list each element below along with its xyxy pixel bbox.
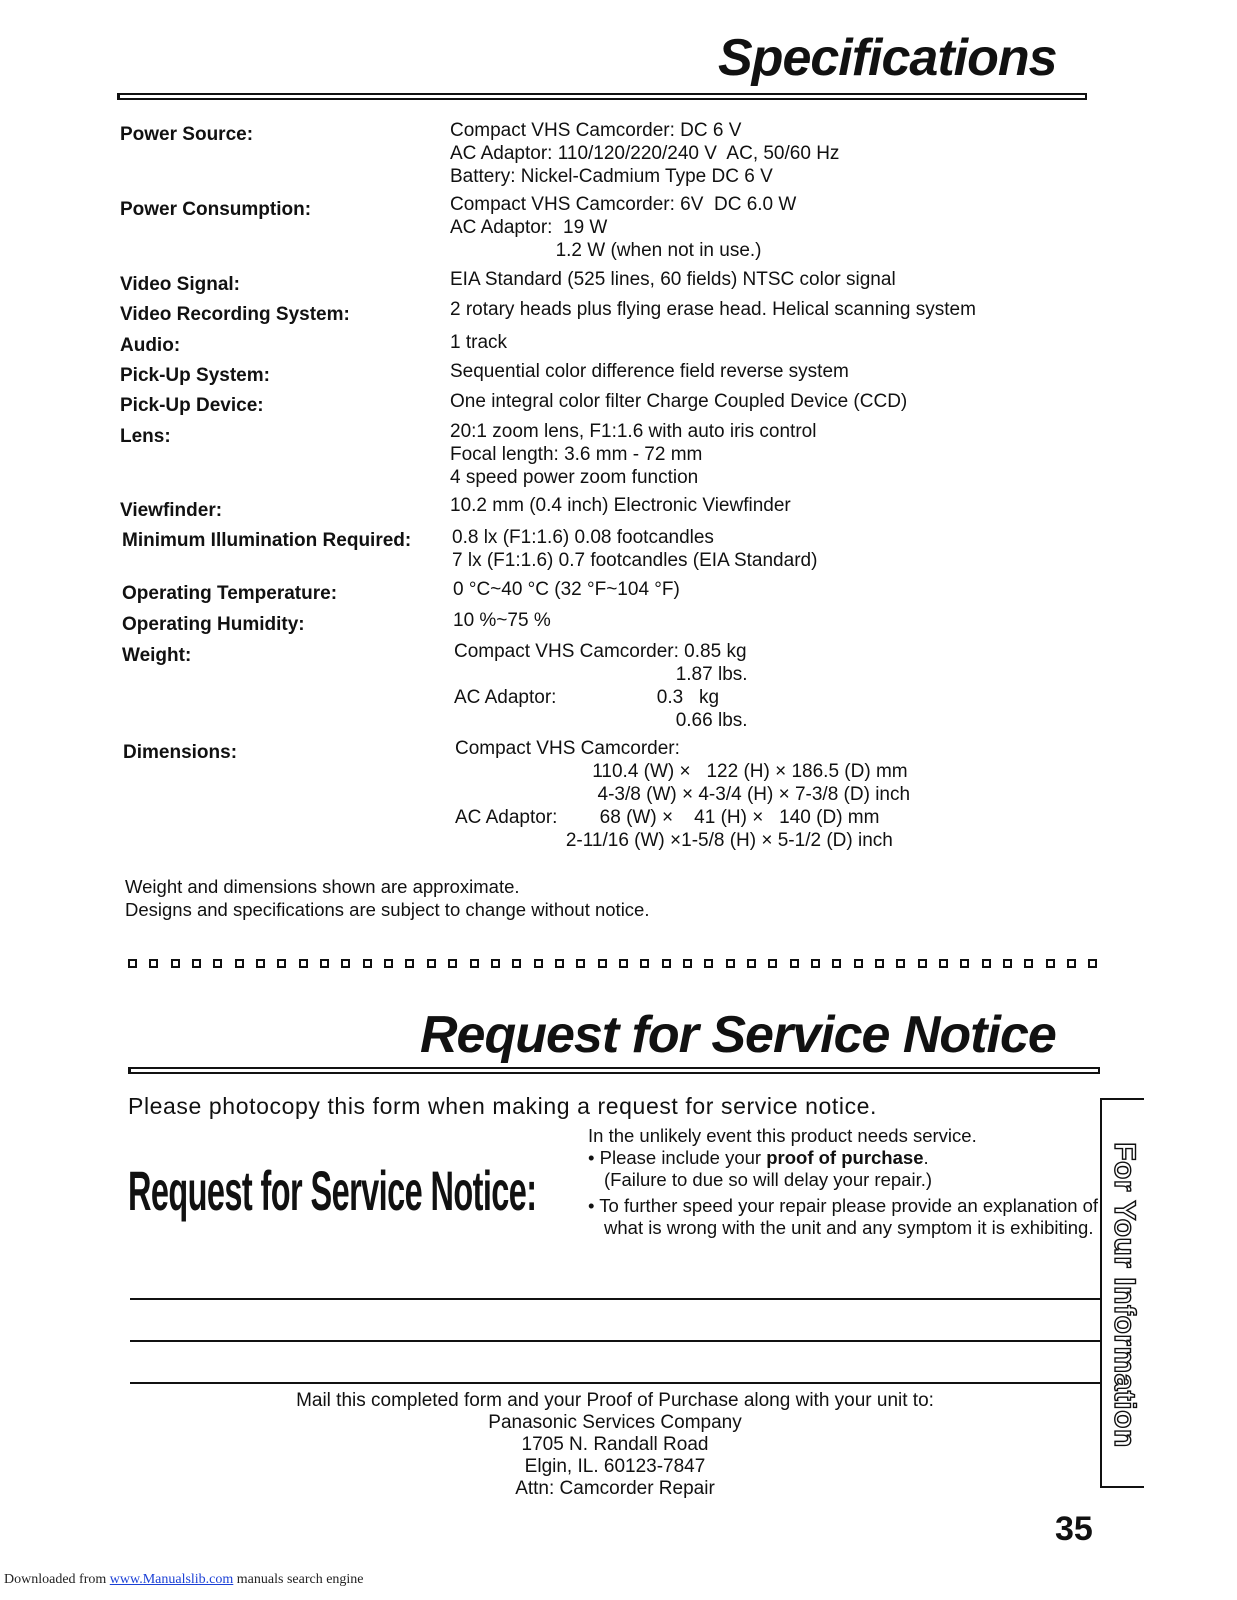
separator-dot <box>598 959 607 968</box>
footer-prefix: Downloaded from <box>4 1572 110 1587</box>
separator-dot <box>576 959 585 968</box>
sidebar-label: For Your Information <box>1108 1142 1141 1448</box>
spec-values <box>450 298 976 321</box>
spec-value: Compact VHS Camcorder: 0.85 kg <box>454 641 747 662</box>
separator-dot <box>1003 959 1012 968</box>
separator-dot <box>427 959 436 968</box>
separator-dot <box>256 959 265 968</box>
bullet-bold-text: proof of purchase <box>766 1147 924 1168</box>
spec-value: 20:1 zoom lens, F1:1.6 with auto iris control <box>450 421 817 442</box>
note-line: Weight and dimensions shown are approximate. <box>125 876 520 897</box>
spec-value: Compact VHS Camcorder: DC 6 V <box>450 120 742 141</box>
spec-value: Battery: Nickel-Cadmium Type DC 6 V <box>450 166 773 187</box>
bullet-subnote: (Failure to due so will delay your repair.) <box>604 1169 933 1190</box>
separator-dot <box>512 959 521 968</box>
separator-dot <box>192 959 201 968</box>
for-your-information-tab <box>1100 1098 1144 1488</box>
separator-dot <box>918 959 927 968</box>
spec-value: 7 lx (F1:1.6) 0.7 footcandles (EIA Standard) <box>452 550 818 571</box>
spec-label: Viewfinder: <box>120 500 223 521</box>
separator-dot <box>299 959 308 968</box>
spec-label: Video Signal: <box>120 274 241 295</box>
spec-value: AC Adaptor: 68 (W) × 41 (H) × 140 (D) mm <box>455 807 880 828</box>
page-number: 35 <box>1055 1510 1093 1548</box>
separator-dot <box>768 959 777 968</box>
spec-value: AC Adaptor: 19 W <box>450 217 608 238</box>
separator-dot <box>982 959 991 968</box>
separator-dot <box>726 959 735 968</box>
spec-values <box>453 609 551 632</box>
spec-value: 10 %~75 % <box>453 610 551 631</box>
separator-dot <box>341 959 350 968</box>
separator-dot <box>448 959 457 968</box>
spec-value: Compact VHS Camcorder: <box>455 738 680 759</box>
spec-values <box>452 526 817 572</box>
spec-value: 1.87 lbs. <box>454 664 748 685</box>
service-notice-text <box>588 1125 1104 1239</box>
spec-value: Focal length: 3.6 mm - 72 mm <box>450 444 703 465</box>
spec-value: One integral color filter Charge Coupled Device (CCD) <box>450 391 908 412</box>
mail-line: Elgin, IL. 60123-7847 <box>524 1456 706 1477</box>
spec-values <box>450 193 796 262</box>
spec-value: 0.66 lbs. <box>454 710 748 731</box>
spec-notes <box>125 875 649 921</box>
spec-value: AC Adaptor: 110/120/220/240 V AC, 50/60 Hz <box>450 143 840 164</box>
bullet-proof-of-purchase <box>588 1147 1104 1169</box>
spec-label: Dimensions: <box>123 742 238 763</box>
spec-values <box>450 360 849 383</box>
spec-value: 2 rotary heads plus flying erase head. Helical scanning system <box>450 299 976 320</box>
bullet-text: • Please include your <box>588 1147 767 1168</box>
separator-dot <box>1067 959 1076 968</box>
separator-dot <box>875 959 884 968</box>
service-notice-title: Request for Service Notice <box>420 1006 1056 1064</box>
spec-value: 0.8 lx (F1:1.6) 0.08 footcandles <box>452 527 714 548</box>
spec-values <box>453 578 680 601</box>
spec-label: Power Consumption: <box>120 199 312 220</box>
spec-values <box>450 119 839 188</box>
spec-value: Compact VHS Camcorder: 6V DC 6.0 W <box>450 194 797 215</box>
separator-dot <box>171 959 180 968</box>
spec-label: Lens: <box>120 426 171 447</box>
form-line[interactable] <box>130 1340 1100 1342</box>
spec-value: 0 °C~40 °C (32 °F~104 °F) <box>453 579 680 600</box>
spec-label: Weight: <box>122 645 192 666</box>
specifications-title: Specifications <box>718 29 1057 87</box>
spec-label: Video Recording System: <box>120 304 350 325</box>
spec-values <box>450 268 896 291</box>
separator-dot <box>939 959 948 968</box>
separator-dot <box>854 959 863 968</box>
separator-dot <box>534 959 543 968</box>
spec-value: Sequential color difference field reverse system <box>450 361 849 382</box>
bullet-explanation: • To further speed your repair please provide an explanation of what is wrong with the unit and any symptom it is exhibiting. <box>588 1195 1099 1238</box>
spec-values <box>450 331 507 354</box>
separator-dot <box>491 959 500 968</box>
separator-dot <box>790 959 799 968</box>
separator-dot <box>405 959 414 968</box>
spec-label: Operating Temperature: <box>122 583 338 604</box>
title-rule <box>117 93 1087 100</box>
spec-values <box>450 390 907 413</box>
spec-values <box>454 640 748 732</box>
separator-dot <box>384 959 393 968</box>
spec-value: 2-11/16 (W) ×1-5/8 (H) × 5-1/2 (D) inch <box>455 830 893 851</box>
intro-text: In the unlikely event this product needs service. <box>588 1125 977 1146</box>
separator-dot <box>1088 959 1097 968</box>
spec-value: 10.2 mm (0.4 inch) Electronic Viewfinder <box>450 495 791 516</box>
spec-values <box>450 420 816 489</box>
spec-value: 4-3/8 (W) × 4-3/4 (H) × 7-3/8 (D) inch <box>455 784 911 805</box>
photocopy-instruction: Please photocopy this form when making a request for service notice. <box>128 1093 878 1119</box>
separator-dot <box>213 959 222 968</box>
separator-dot <box>470 959 479 968</box>
separator-dot <box>747 959 756 968</box>
separator-dot <box>683 959 692 968</box>
mail-line: Panasonic Services Company <box>488 1412 742 1433</box>
separator-dot <box>1046 959 1055 968</box>
separator-dot <box>128 959 137 968</box>
mail-line: Mail this completed form and your Proof of Purchase along with your unit to: <box>296 1390 934 1411</box>
spec-value: 4 speed power zoom function <box>450 467 699 488</box>
separator-dot <box>704 959 713 968</box>
separator-dot <box>640 959 649 968</box>
separator-dot <box>662 959 671 968</box>
separator-dot <box>1024 959 1033 968</box>
separator-dot <box>149 959 158 968</box>
form-line[interactable] <box>130 1298 1100 1300</box>
separator-dot <box>555 959 564 968</box>
spec-label: Minimum Illumination Required: <box>122 530 412 551</box>
spec-label: Audio: <box>120 335 181 356</box>
separator-dot <box>896 959 905 968</box>
spec-value: 1 track <box>450 332 508 353</box>
separator-dot <box>960 959 969 968</box>
service-title-rule <box>128 1067 1100 1074</box>
mail-line: 1705 N. Randall Road <box>521 1434 709 1455</box>
separator-dot <box>235 959 244 968</box>
separator-dot <box>619 959 628 968</box>
spec-label: Pick-Up Device: <box>120 395 264 416</box>
form-line[interactable] <box>130 1382 1102 1384</box>
download-footer <box>4 1572 364 1588</box>
separator-dot <box>320 959 329 968</box>
spec-value: AC Adaptor: 0.3 kg <box>454 687 720 708</box>
spec-values <box>450 494 791 517</box>
bullet-text: . <box>923 1147 929 1168</box>
spec-label: Pick-Up System: <box>120 365 270 386</box>
footer-suffix: manuals search engine <box>233 1572 364 1587</box>
spec-label: Power Source: <box>120 124 254 145</box>
separator-dot <box>811 959 820 968</box>
spec-label: Operating Humidity: <box>122 614 305 635</box>
service-notice-heading: Request for Service Notice: <box>128 1159 537 1222</box>
separator-dot <box>832 959 841 968</box>
note-line: Designs and specifications are subject to change without notice. <box>125 899 650 920</box>
spec-value: 110.4 (W) × 122 (H) × 186.5 (D) mm <box>455 761 908 782</box>
spec-value: 1.2 W (when not in use.) <box>450 240 762 261</box>
manualslib-link[interactable]: www.Manualslib.com <box>109 1572 234 1587</box>
spec-value: EIA Standard (525 lines, 60 fields) NTSC color signal <box>450 269 896 290</box>
separator-dot <box>363 959 372 968</box>
mail-line: Attn: Camcorder Repair <box>515 1478 715 1499</box>
mail-address-block <box>230 1390 1000 1500</box>
spec-values <box>455 737 910 852</box>
separator-dot <box>277 959 286 968</box>
dotted-separator <box>128 956 1098 970</box>
